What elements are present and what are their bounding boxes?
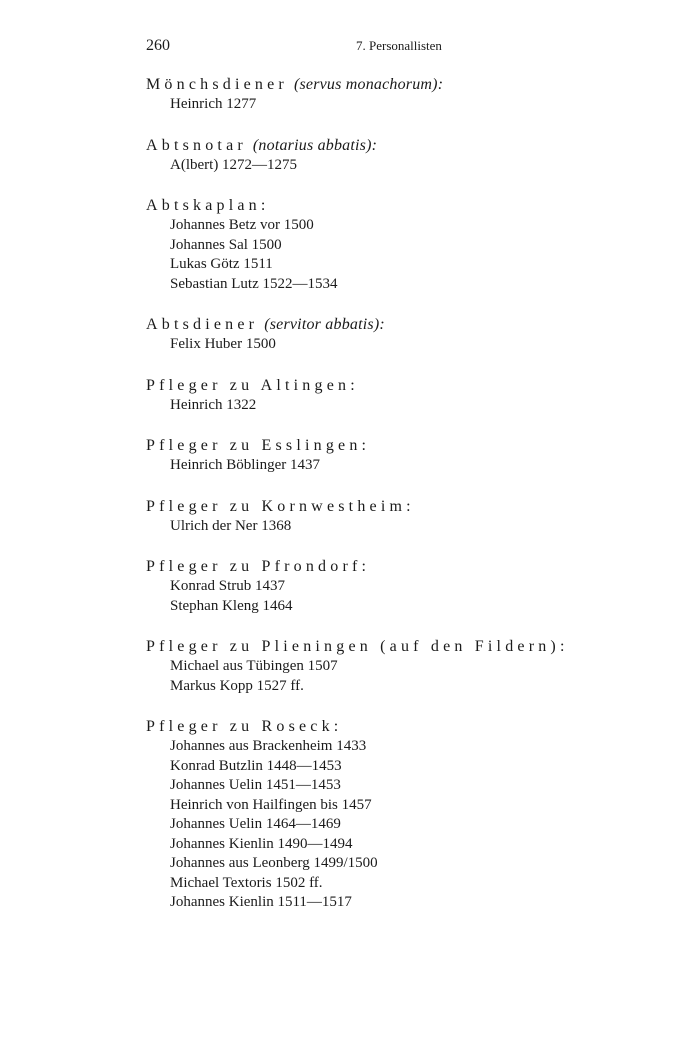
section-latin-gloss: (servus monachorum): — [293, 76, 444, 93]
list-item: Michael aus Tübingen 1507 — [170, 658, 338, 674]
section-pfleger-esslingen — [146, 436, 686, 476]
list-item: Stephan Kleng 1464 — [170, 597, 293, 614]
section-heading — [146, 637, 686, 657]
list-item: Sebastian Lutz 1522—1534 — [170, 275, 338, 292]
list-item: Ulrich der Ner 1368 — [170, 517, 292, 534]
list-item: Lukas Götz 1511 — [170, 256, 273, 272]
section-abtsdiener — [146, 315, 686, 355]
entry-list — [146, 737, 686, 913]
entry-list — [146, 396, 686, 416]
section-title: Pfleger zu Esslingen: — [146, 437, 371, 454]
section-latin-gloss: (notarius abbatis): — [252, 136, 378, 154]
section-abtsnotar — [146, 136, 686, 176]
entry-list — [146, 657, 686, 696]
entry-list — [146, 156, 686, 176]
entry-list — [146, 335, 686, 355]
entry-list — [146, 456, 686, 476]
list-item: Johannes aus Leonberg 1499/1500 — [170, 855, 378, 871]
list-item: Markus Kopp 1527 ff. — [170, 677, 304, 694]
section-moenchsdiener — [146, 75, 686, 115]
list-item: Heinrich 1322 — [170, 396, 257, 413]
entry-list — [146, 517, 686, 537]
section-heading — [146, 717, 686, 737]
list-item: Johannes Uelin 1451—1453 — [170, 777, 341, 793]
section-title: Pfleger zu Roseck: — [146, 718, 343, 735]
list-item: Johannes Betz vor 1500 — [170, 217, 314, 233]
section-pfleger-kornwestheim — [146, 497, 686, 537]
section-pfleger-plieningen — [146, 637, 686, 696]
section-heading — [146, 136, 686, 156]
section-heading — [146, 75, 686, 95]
list-item: Konrad Strub 1437 — [170, 578, 285, 594]
list-item: Michael Textoris 1502 ff. — [170, 874, 323, 891]
section-title: Mönchsdiener — [146, 76, 288, 93]
running-head: 7. Personallisten — [356, 38, 442, 53]
section-title: Pfleger zu Kornwestheim: — [146, 497, 415, 515]
list-item: A(lbert) 1272—1275 — [170, 156, 298, 173]
list-item: Johannes Kienlin 1511—1517 — [170, 894, 352, 910]
section-heading — [146, 436, 686, 456]
section-title: Abtsdiener — [146, 316, 259, 333]
page-number: 260 — [146, 37, 170, 54]
list-item: Heinrich von Hailfingen bis 1457 — [170, 796, 372, 813]
list-item: Johannes aus Brackenheim 1433 — [170, 738, 367, 754]
section-pfleger-pfrondorf — [146, 557, 686, 616]
list-item: Felix Huber 1500 — [170, 336, 276, 352]
section-heading — [146, 497, 686, 517]
section-abtskaplan — [146, 196, 686, 294]
section-pfleger-altingen — [146, 376, 686, 416]
section-heading — [146, 376, 686, 396]
personnel-list — [146, 75, 686, 934]
entry-list — [146, 95, 686, 115]
list-item: Johannes Uelin 1464—1469 — [170, 816, 341, 832]
entry-list — [146, 577, 686, 616]
list-item: Heinrich Böblinger 1437 — [170, 457, 320, 473]
list-item: Johannes Sal 1500 — [170, 236, 282, 253]
section-latin-gloss: (servitor abbatis): — [264, 316, 385, 333]
list-item: Konrad Butzlin 1448—1453 — [170, 757, 342, 774]
list-item: Johannes Kienlin 1490—1494 — [170, 835, 353, 852]
section-title: Pfleger zu Plieningen (auf den Fildern): — [146, 638, 569, 655]
section-title: Abtsnotar — [146, 136, 247, 154]
section-title: Abtskaplan: — [146, 197, 270, 214]
section-heading — [146, 557, 686, 577]
section-pfleger-roseck — [146, 717, 686, 913]
section-heading — [146, 196, 686, 216]
entry-list — [146, 216, 686, 294]
section-title: Pfleger zu Altingen: — [146, 376, 359, 394]
list-item: Heinrich 1277 — [170, 96, 257, 112]
section-heading — [146, 315, 686, 335]
section-title: Pfleger zu Pfrondorf: — [146, 558, 371, 575]
